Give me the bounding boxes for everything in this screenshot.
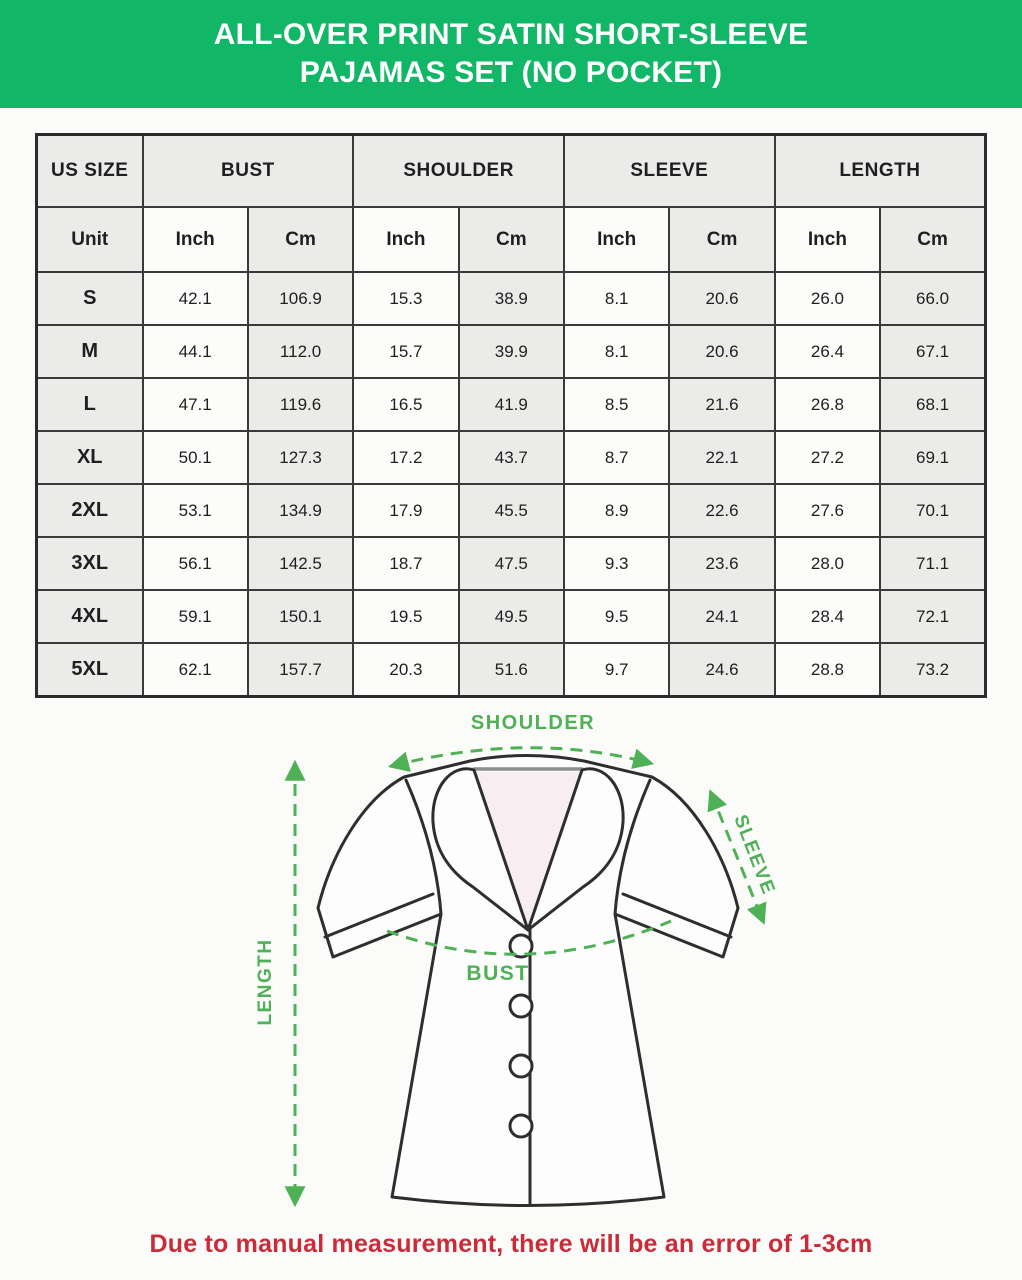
size-cell-bust-cm: 106.9	[248, 272, 353, 325]
size-row-label: S	[37, 272, 143, 325]
unit-header-row	[37, 207, 986, 272]
size-cell-shoulder-inch: 19.5	[353, 590, 458, 643]
size-row-label: 5XL	[37, 643, 143, 697]
size-cell-bust-inch: 62.1	[143, 643, 248, 697]
size-cell-length-inch: 28.8	[775, 643, 880, 697]
size-cell-length-inch: 26.0	[775, 272, 880, 325]
size-chart	[35, 133, 987, 683]
size-cell-sleeve-inch: 8.7	[564, 431, 669, 484]
size-cell-sleeve-inch: 8.1	[564, 325, 669, 378]
size-cell-shoulder-inch: 18.7	[353, 537, 458, 590]
unit-cell: Inch	[564, 207, 669, 272]
unit-cell: Cm	[248, 207, 353, 272]
size-cell-shoulder-cm: 45.5	[459, 484, 564, 537]
size-cell-shoulder-cm: 49.5	[459, 590, 564, 643]
button-4	[510, 1115, 532, 1137]
table-row	[37, 431, 986, 484]
unit-label: Unit	[37, 207, 143, 272]
page-title-line1: ALL-OVER PRINT SATIN SHORT-SLEEVE	[213, 18, 809, 51]
size-cell-bust-inch: 56.1	[143, 537, 248, 590]
size-cell-sleeve-cm: 22.1	[669, 431, 774, 484]
unit-cell: Inch	[775, 207, 880, 272]
measurement-diagram	[0, 695, 1022, 1240]
group-header-row	[37, 135, 986, 208]
table-row	[37, 484, 986, 537]
measurement-error-note: Due to manual measurement, there will be an error of 1-3cm	[149, 1230, 873, 1258]
title-banner	[0, 0, 1022, 108]
size-cell-bust-cm: 150.1	[248, 590, 353, 643]
size-cell-length-inch: 27.6	[775, 484, 880, 537]
size-cell-sleeve-cm: 24.6	[669, 643, 774, 697]
size-cell-bust-cm: 157.7	[248, 643, 353, 697]
size-cell-sleeve-inch: 9.3	[564, 537, 669, 590]
size-cell-sleeve-inch: 9.5	[564, 590, 669, 643]
size-cell-length-cm: 68.1	[880, 378, 985, 431]
table-row	[37, 643, 986, 697]
size-cell-sleeve-cm: 23.6	[669, 537, 774, 590]
size-cell-bust-inch: 47.1	[143, 378, 248, 431]
size-row-label: L	[37, 378, 143, 431]
unit-cell: Cm	[669, 207, 774, 272]
size-cell-bust-cm: 142.5	[248, 537, 353, 590]
size-row-label: 2XL	[37, 484, 143, 537]
size-table	[35, 133, 987, 698]
size-cell-sleeve-cm: 20.6	[669, 325, 774, 378]
size-cell-bust-cm: 119.6	[248, 378, 353, 431]
size-row-label: 4XL	[37, 590, 143, 643]
size-cell-length-cm: 73.2	[880, 643, 985, 697]
unit-cell: Inch	[143, 207, 248, 272]
size-cell-length-inch: 26.8	[775, 378, 880, 431]
size-cell-length-cm: 69.1	[880, 431, 985, 484]
size-cell-shoulder-cm: 39.9	[459, 325, 564, 378]
table-row	[37, 537, 986, 590]
size-cell-sleeve-inch: 8.5	[564, 378, 669, 431]
size-cell-length-inch: 27.2	[775, 431, 880, 484]
size-cell-shoulder-inch: 15.7	[353, 325, 458, 378]
size-cell-length-cm: 66.0	[880, 272, 985, 325]
size-row-label: M	[37, 325, 143, 378]
size-cell-sleeve-cm: 22.6	[669, 484, 774, 537]
size-row-label: 3XL	[37, 537, 143, 590]
length-label: LENGTH	[255, 938, 276, 1026]
page-title-line2: PAJAMAS SET (NO POCKET)	[299, 56, 723, 89]
shoulder-label: SHOULDER	[470, 712, 596, 734]
size-cell-sleeve-inch: 9.7	[564, 643, 669, 697]
table-row	[37, 325, 986, 378]
size-cell-length-inch: 26.4	[775, 325, 880, 378]
size-cell-sleeve-cm: 20.6	[669, 272, 774, 325]
size-cell-shoulder-cm: 41.9	[459, 378, 564, 431]
col-header-us-size: US SIZE	[37, 135, 143, 208]
size-cell-shoulder-inch: 17.2	[353, 431, 458, 484]
size-cell-sleeve-cm: 24.1	[669, 590, 774, 643]
size-cell-bust-inch: 53.1	[143, 484, 248, 537]
size-cell-bust-inch: 50.1	[143, 431, 248, 484]
size-cell-sleeve-inch: 8.1	[564, 272, 669, 325]
size-cell-shoulder-inch: 20.3	[353, 643, 458, 697]
table-row	[37, 590, 986, 643]
size-cell-length-inch: 28.0	[775, 537, 880, 590]
size-cell-length-cm: 72.1	[880, 590, 985, 643]
unit-cell: Inch	[353, 207, 458, 272]
size-cell-bust-cm: 134.9	[248, 484, 353, 537]
size-cell-shoulder-inch: 16.5	[353, 378, 458, 431]
size-cell-shoulder-cm: 38.9	[459, 272, 564, 325]
size-cell-length-cm: 67.1	[880, 325, 985, 378]
table-row	[37, 378, 986, 431]
size-cell-shoulder-cm: 47.5	[459, 537, 564, 590]
button-2	[510, 995, 532, 1017]
bust-label: BUST	[466, 962, 530, 985]
table-row	[37, 272, 986, 325]
size-cell-bust-inch: 44.1	[143, 325, 248, 378]
size-cell-bust-inch: 59.1	[143, 590, 248, 643]
size-table-body	[37, 272, 986, 697]
size-row-label: XL	[37, 431, 143, 484]
col-header-sleeve: SLEEVE	[564, 135, 775, 208]
col-header-shoulder: SHOULDER	[353, 135, 564, 208]
col-header-bust: BUST	[143, 135, 354, 208]
size-cell-length-cm: 70.1	[880, 484, 985, 537]
size-cell-bust-cm: 127.3	[248, 431, 353, 484]
size-cell-sleeve-inch: 8.9	[564, 484, 669, 537]
size-cell-shoulder-cm: 51.6	[459, 643, 564, 697]
unit-cell: Cm	[880, 207, 985, 272]
size-cell-shoulder-cm: 43.7	[459, 431, 564, 484]
size-cell-bust-cm: 112.0	[248, 325, 353, 378]
button-3	[510, 1055, 532, 1077]
sleeve-label: SLEEVE	[729, 812, 779, 898]
size-cell-shoulder-inch: 15.3	[353, 272, 458, 325]
size-cell-length-inch: 28.4	[775, 590, 880, 643]
size-cell-sleeve-cm: 21.6	[669, 378, 774, 431]
size-cell-length-cm: 71.1	[880, 537, 985, 590]
size-cell-shoulder-inch: 17.9	[353, 484, 458, 537]
col-header-length: LENGTH	[775, 135, 986, 208]
unit-cell: Cm	[459, 207, 564, 272]
size-cell-bust-inch: 42.1	[143, 272, 248, 325]
